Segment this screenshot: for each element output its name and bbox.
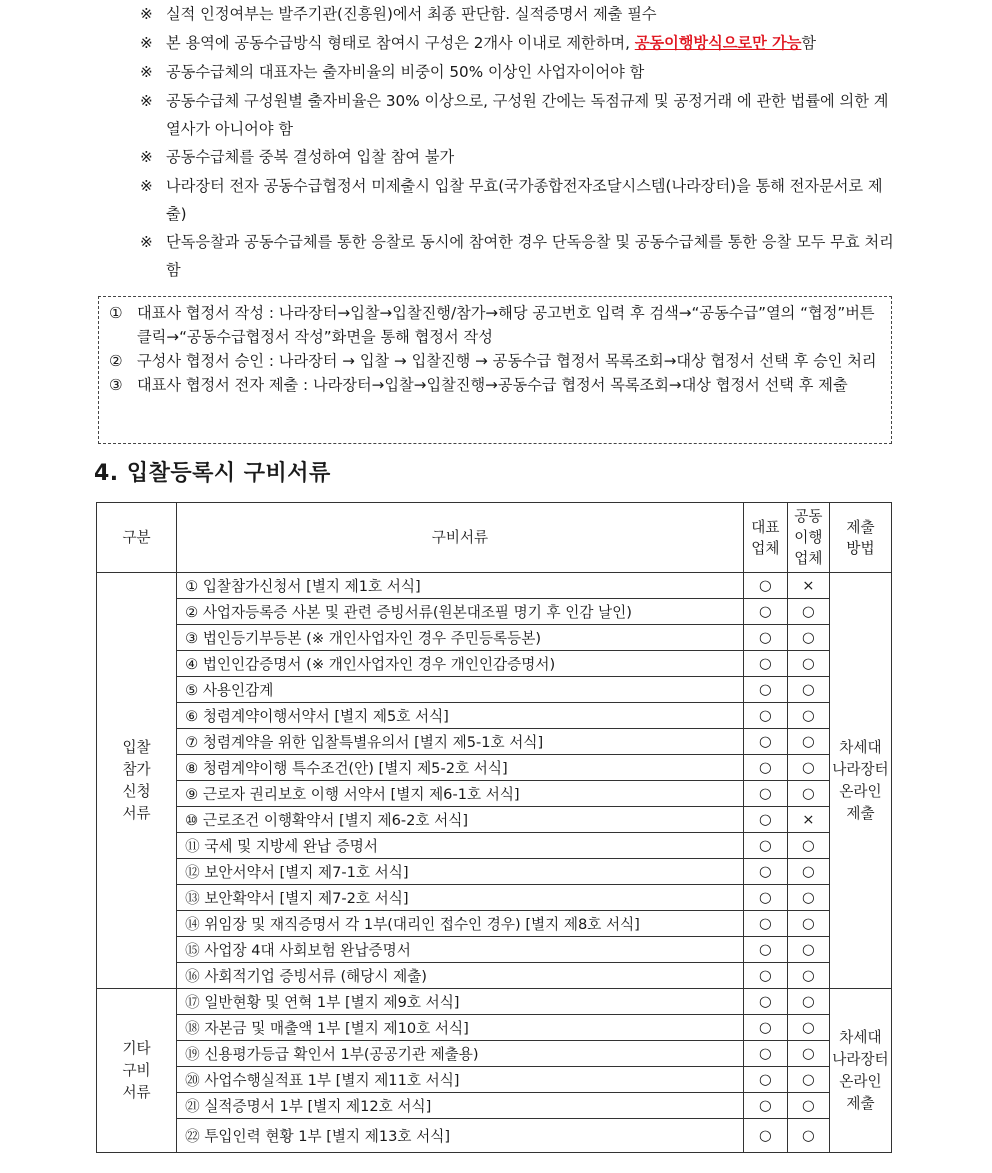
method-cell: 차세대 나라장터 온라인 제출 [829, 573, 891, 989]
document-cell: ⑫ 보안서약서 [별지 제7-1호 서식] [177, 859, 744, 885]
joint-mark-cell: ○ [787, 885, 829, 911]
lead-mark-cell: ○ [743, 937, 787, 963]
lead-mark-cell: ○ [743, 859, 787, 885]
header-lead: 대표 업체 [743, 503, 787, 573]
document-cell: ㉒ 투입인력 현황 1부 [별지 제13호 서식] [177, 1119, 744, 1153]
lead-mark-cell: ○ [743, 833, 787, 859]
procedure-step [109, 301, 881, 349]
table-body [97, 573, 892, 1153]
note-item [140, 228, 900, 284]
joint-mark-cell: ○ [787, 625, 829, 651]
lead-mark-cell: ○ [743, 1015, 787, 1041]
document-cell: ⑮ 사업장 4대 사회보험 완납증명서 [177, 937, 744, 963]
document-cell: ⑯ 사회적기업 증빙서류 (해당시 제출) [177, 963, 744, 989]
table-row [97, 859, 892, 885]
joint-mark-cell: ○ [787, 677, 829, 703]
document-cell: ② 사업자등록증 사본 및 관련 증빙서류(원본대조필 명기 후 인감 날인) [177, 599, 744, 625]
joint-mark-cell: ○ [787, 1093, 829, 1119]
document-cell: ⑬ 보안확약서 [별지 제7-2호 서식] [177, 885, 744, 911]
joint-mark-cell: ○ [787, 599, 829, 625]
joint-mark-cell: ○ [787, 937, 829, 963]
reference-mark: ※ [140, 148, 153, 166]
note-highlight: 공동이행방식으로만 가능 [634, 34, 802, 52]
lead-mark-cell: ○ [743, 911, 787, 937]
joint-mark-cell: ○ [787, 1119, 829, 1153]
table-row [97, 989, 892, 1015]
reference-mark: ※ [140, 34, 153, 52]
table-row [97, 937, 892, 963]
procedure-step [109, 373, 881, 397]
joint-mark-cell: ○ [787, 963, 829, 989]
lead-mark-cell: ○ [743, 989, 787, 1015]
header-joint: 공동 이행 업체 [787, 503, 829, 573]
joint-mark-cell: ○ [787, 859, 829, 885]
joint-mark-cell: ○ [787, 989, 829, 1015]
table-row [97, 703, 892, 729]
table-row [97, 729, 892, 755]
note-item [140, 29, 900, 58]
reference-mark: ※ [140, 177, 153, 195]
table-row [97, 885, 892, 911]
joint-mark-cell: × [787, 573, 829, 599]
section-title: 4. 입찰등록시 구비서류 [94, 461, 331, 486]
table-header-row [97, 503, 892, 573]
table-row [97, 573, 892, 599]
step-number: ① [109, 304, 123, 322]
document-cell: ① 입찰참가신청서 [별지 제1호 서식] [177, 573, 744, 599]
document-cell: ③ 법인등기부등본 (※ 개인사업자인 경우 주민등록등본) [177, 625, 744, 651]
table-row [97, 807, 892, 833]
lead-mark-cell: ○ [743, 755, 787, 781]
table-row [97, 1015, 892, 1041]
document-cell: ⑦ 청렴계약을 위한 입찰특별유의서 [별지 제5-1호 서식] [177, 729, 744, 755]
document-cell: ⑳ 사업수행실적표 1부 [별지 제11호 서식] [177, 1067, 744, 1093]
reference-mark: ※ [140, 92, 153, 110]
document-cell: ⑱ 자본금 및 매출액 1부 [별지 제10호 서식] [177, 1015, 744, 1041]
note-item [140, 143, 900, 172]
lead-mark-cell: ○ [743, 1093, 787, 1119]
table-row [97, 677, 892, 703]
lead-mark-cell: ○ [743, 677, 787, 703]
joint-mark-cell: ○ [787, 1067, 829, 1093]
document-cell: ⑧ 청렴계약이행 특수조건(안) [별지 제5-2호 서식] [177, 755, 744, 781]
method-cell: 차세대 나라장터 온라인 제출 [829, 989, 891, 1153]
table-row [97, 781, 892, 807]
lead-mark-cell: ○ [743, 651, 787, 677]
table-row [97, 651, 892, 677]
lead-mark-cell: ○ [743, 729, 787, 755]
step-number: ③ [109, 376, 123, 394]
header-category: 구분 [97, 503, 177, 573]
table-row [97, 755, 892, 781]
document-cell: ㉑ 실적증명서 1부 [별지 제12호 서식] [177, 1093, 744, 1119]
header-method: 제출 방법 [829, 503, 891, 573]
document-cell: ⑤ 사용인감계 [177, 677, 744, 703]
joint-mark-cell: ○ [787, 781, 829, 807]
note-text: 본 용역에 공동수급방식 형태로 참여시 구성은 2개사 이내로 제한하며, [166, 34, 635, 52]
reference-mark: ※ [140, 233, 153, 251]
note-item [140, 0, 900, 29]
table-row [97, 599, 892, 625]
category-cell: 기타 구비 서류 [97, 989, 177, 1153]
notes-list [140, 0, 900, 284]
joint-mark-cell: ○ [787, 729, 829, 755]
document-cell: ⑭ 위임장 및 재직증명서 각 1부(대리인 접수인 경우) [별지 제8호 서식] [177, 911, 744, 937]
required-documents-table [96, 502, 892, 1153]
table-row [97, 625, 892, 651]
joint-mark-cell: ○ [787, 911, 829, 937]
table-row [97, 1119, 892, 1153]
reference-mark: ※ [140, 5, 153, 23]
table-row [97, 1093, 892, 1119]
table-row [97, 1067, 892, 1093]
document-cell: ⑨ 근로자 권리보호 이행 서약서 [별지 제6-1호 서식] [177, 781, 744, 807]
document-cell: ⑥ 청렴계약이행서약서 [별지 제5호 서식] [177, 703, 744, 729]
note-text: 나라장터 전자 공동수급협정서 미제출시 입찰 무효(국가종합전자조달시스템(나라장터)을 통해 전자문서로 제출) [166, 177, 883, 223]
note-text: 단독응찰과 공동수급체를 통한 응찰로 동시에 참여한 경우 단독응찰 및 공동수급체를 통한 응찰 모두 무효 처리함 [166, 233, 894, 279]
step-text: 대표사 협정서 작성 : 나라장터→입찰→입찰진행/참가→해당 공고번호 입력 후 검색→“공동수급”열의 “협정”버튼 클릭→“공동수급협정서 작성”화면을 통해 협정서 작성 [137, 304, 875, 346]
note-text: 공동수급체를 중복 결성하여 입찰 참여 불가 [166, 148, 455, 166]
table-row [97, 911, 892, 937]
document-cell: ⑰ 일반현황 및 연혁 1부 [별지 제9호 서식] [177, 989, 744, 1015]
joint-mark-cell: ○ [787, 1015, 829, 1041]
table-row [97, 963, 892, 989]
note-text: 공동수급체의 대표자는 출자비율의 비중이 50% 이상인 사업자이어야 함 [166, 63, 645, 81]
note-text: 공동수급체 구성원별 출자비율은 30% 이상으로, 구성원 간에는 독점규제 및 공정거래 에 관한 법률에 의한 계열사가 아니어야 함 [166, 92, 889, 138]
lead-mark-cell: ○ [743, 599, 787, 625]
lead-mark-cell: ○ [743, 1067, 787, 1093]
joint-mark-cell: ○ [787, 1041, 829, 1067]
category-cell: 입찰 참가 신청 서류 [97, 573, 177, 989]
step-text: 대표사 협정서 전자 제출 : 나라장터→입찰→입찰진행→공동수급 협정서 목록조회→대상 협정서 선택 후 제출 [137, 376, 848, 394]
lead-mark-cell: ○ [743, 781, 787, 807]
note-item [140, 58, 900, 87]
joint-mark-cell: ○ [787, 755, 829, 781]
lead-mark-cell: ○ [743, 1119, 787, 1153]
header-documents: 구비서류 [177, 503, 744, 573]
document-cell: ⑪ 국세 및 지방세 완납 증명서 [177, 833, 744, 859]
document-cell: ⑩ 근로조건 이행확약서 [별지 제6-2호 서식] [177, 807, 744, 833]
joint-mark-cell: ○ [787, 703, 829, 729]
document-cell: ⑲ 신용평가등급 확인서 1부(공공기관 제출용) [177, 1041, 744, 1067]
procedure-step [109, 349, 881, 373]
reference-mark: ※ [140, 63, 153, 81]
procedure-box [98, 296, 892, 444]
joint-mark-cell: ○ [787, 651, 829, 677]
note-text: 실적 인정여부는 발주기관(진흥원)에서 최종 판단함. 실적증명서 제출 필수 [166, 5, 657, 23]
lead-mark-cell: ○ [743, 1041, 787, 1067]
lead-mark-cell: ○ [743, 703, 787, 729]
note-item [140, 172, 900, 228]
joint-mark-cell: ○ [787, 833, 829, 859]
step-number: ② [109, 352, 123, 370]
lead-mark-cell: ○ [743, 573, 787, 599]
table-row [97, 1041, 892, 1067]
lead-mark-cell: ○ [743, 807, 787, 833]
joint-mark-cell: × [787, 807, 829, 833]
lead-mark-cell: ○ [743, 625, 787, 651]
lead-mark-cell: ○ [743, 885, 787, 911]
lead-mark-cell: ○ [743, 963, 787, 989]
note-item [140, 87, 900, 143]
document-cell: ④ 법인인감증명서 (※ 개인사업자인 경우 개인인감증명서) [177, 651, 744, 677]
table-row [97, 833, 892, 859]
note-suffix: 함 [801, 34, 817, 52]
step-text: 구성사 협정서 승인 : 나라장터 → 입찰 → 입찰진행 → 공동수급 협정서 목록조회→대상 협정서 선택 후 승인 처리 [137, 352, 877, 370]
